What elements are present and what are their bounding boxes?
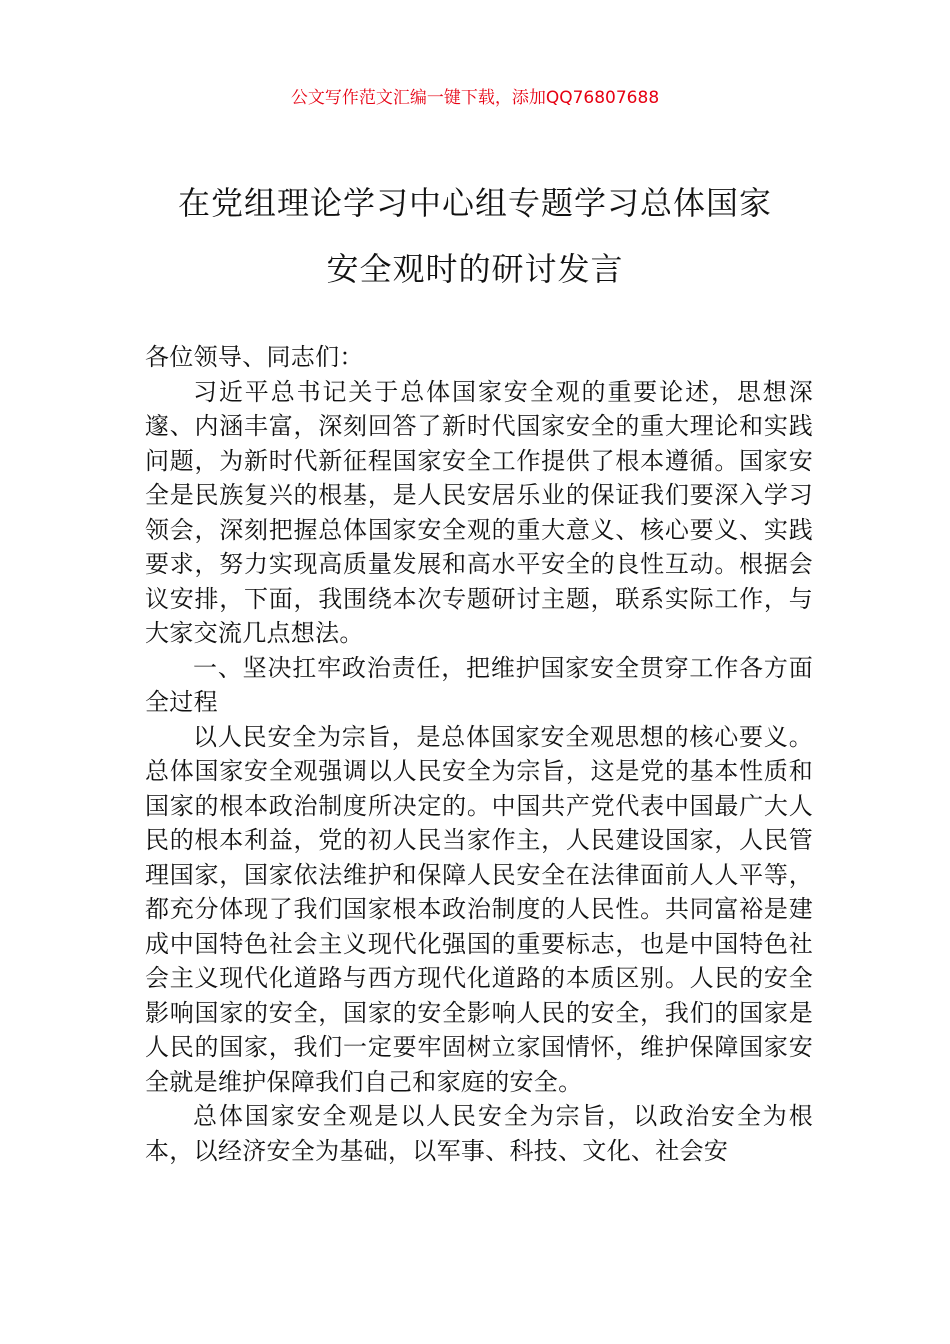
salutation: 各位领导、同志们： — [145, 343, 364, 371]
paragraph-overall-security: 总体国家安全观是以人民安全为宗旨，以政治安全为根本，以经济安全为基础，以军事、科技、文化、社会安 — [145, 1102, 813, 1165]
document-title-line-2: 安全观时的研讨发言 — [326, 250, 624, 288]
paragraph-people-security: 以人民安全为宗旨，是总体国家安全观思想的核心要义。总体国家安全观强调以人民安全为宗旨，这是党的基本性质和国家的根本政治制度所决定的。中国共产党代表中国最广大人民的根本利益，党的初人民当家作主，人民建设国家，人民管理国家，国家依法维护和保障人民安全在法律面前人人平等，都充分体现了我们国家根本政治制度的人民性。共同富裕是建成中国特色社会主义现代化强国的重要标志，也是中国特色社会主义现代化道路与西方现代化道路的本质区别。人民的安全影响国家的安全，国家的安全影响人民的安全，我们的国家是人民的国家，我们一定要牢固树立家国情怀，维护保障国家安全就是维护保障我们自己和家庭的安全。 — [145, 722, 813, 1096]
section-heading-1: 一、坚决扛牢政治责任，把维护国家安全贯穿工作各方面全过程 — [145, 653, 813, 716]
download-notice: 公文写作范文汇编一键下载，添加QQ76807688 — [290, 88, 660, 108]
document-body — [145, 340, 813, 1168]
document-title-line-1: 在党组理论学习中心组专题学习总体国家 — [177, 184, 772, 222]
paragraph-intro: 习近平总书记关于总体国家安全观的重要论述，思想深邃、内涵丰富，深刻回答了新时代国家安全的重大理论和实践问题，为新时代新征程国家安全工作提供了根本遵循。国家安全是民族复兴的根基，是人民安居乐业的保证我们要深入学习领会，深刻把握总体国家安全观的重大意义、核心要义、实践要求，努力实现高质量发展和高水平安全的良性互动。根据会议安排，下面，我围绕本次专题研讨主题，联系实际工作，与大家交流几点想法。 — [145, 377, 813, 647]
